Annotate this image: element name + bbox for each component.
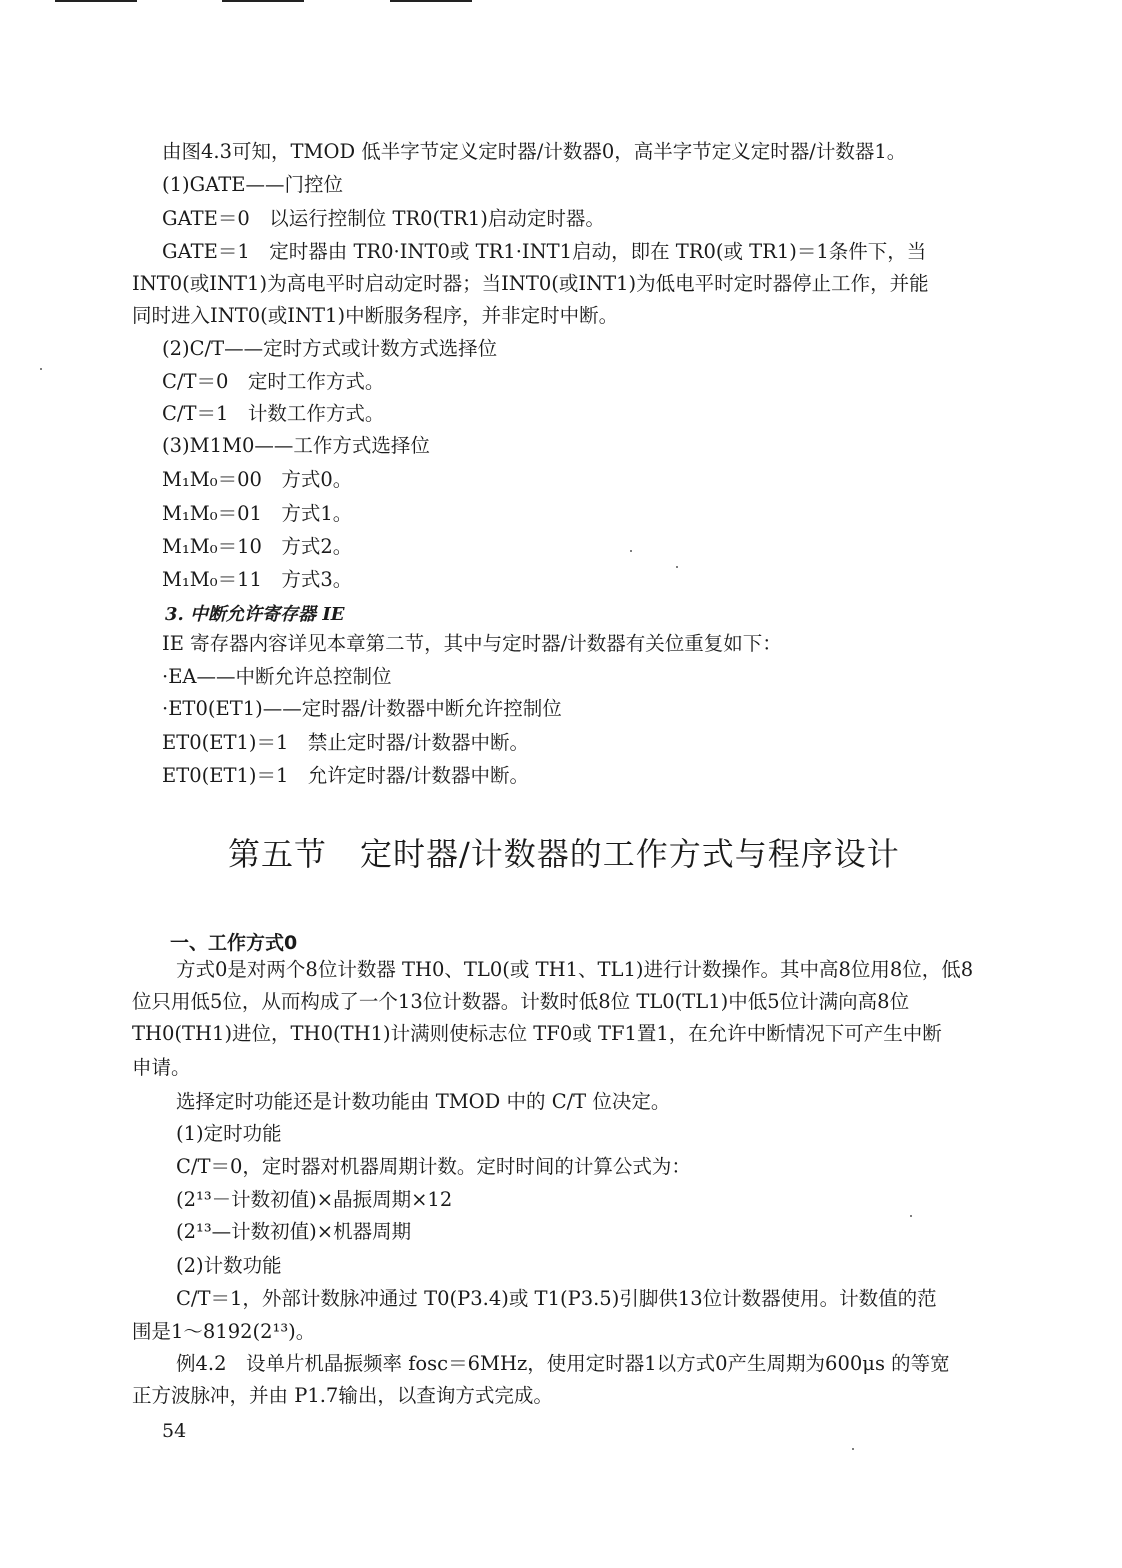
text-line: (2)C/T——定时方式或计数方式选择位 [162, 337, 498, 360]
text-line: C/T＝1 计数工作方式。 [162, 402, 385, 425]
text-line: 由图4.3可知，TMOD 低半字节定义定时器/计数器0，高半字节定义定时器/计数器1。 [162, 140, 907, 163]
text-line: C/T＝0 定时工作方式。 [162, 370, 385, 393]
text-line: ·EA——中断允许总控制位 [162, 665, 392, 688]
scan-speck [630, 550, 632, 552]
scan-speck [852, 1448, 854, 1450]
text-line: M₁M₀＝10 方式2。 [162, 535, 353, 558]
scan-speck [676, 566, 678, 568]
text-line: (2¹³—计数初值)×机器周期 [176, 1220, 412, 1243]
text-line: GATE＝0 以运行控制位 TR0(TR1)启动定时器。 [162, 207, 605, 230]
text-line: IE 寄存器内容详见本章第二节，其中与定时器/计数器有关位重复如下： [162, 632, 782, 655]
text-line: 正方波脉冲，并由 P1.7输出，以查询方式完成。 [132, 1384, 553, 1407]
text-line: M₁M₀＝11 方式3。 [162, 568, 353, 591]
top-rule-3 [390, 0, 472, 2]
scan-speck [910, 1215, 912, 1217]
section-title: 第五节 定时器/计数器的工作方式与程序设计 [228, 835, 900, 873]
text-line: 同时进入INT0(或INT1)中断服务程序，并非定时中断。 [132, 304, 619, 327]
text-line: 例4.2 设单片机晶振频率 fosc＝6MHz，使用定时器1以方式0产生周期为600μs 的等宽 [176, 1352, 950, 1375]
paragraph-line: TH0(TH1)进位，TH0(TH1)计满则使标志位 TF0或 TF1置1，在允许中断情况下可产生中断 [132, 1022, 942, 1045]
text-line: (1)GATE——门控位 [162, 173, 343, 196]
paragraph-line: 申请。 [132, 1056, 191, 1079]
top-rule-2 [222, 0, 304, 2]
text-line: 围是1～8192(2¹³)。 [132, 1320, 316, 1343]
mode0-heading: 一、工作方式0 [170, 932, 298, 954]
text-line: (2¹³－计数初值)×晶振周期×12 [176, 1188, 453, 1211]
text-line: ET0(ET1)＝1 允许定时器/计数器中断。 [162, 764, 529, 787]
text-line: M₁M₀＝00 方式0。 [162, 468, 353, 491]
text-line: C/T＝1，外部计数脉冲通过 T0(P3.4)或 T1(P3.5)引脚供13位计数器使用。计数值的范 [176, 1287, 937, 1310]
page-number: 54 [162, 1420, 187, 1442]
text-line: (3)M1M0——工作方式选择位 [162, 434, 430, 457]
text-line: GATE＝1 定时器由 TR0·INT0或 TR1·INT1启动，即在 TR0(或 TR1)＝1条件下，当 [162, 240, 927, 263]
paragraph-line: 方式0是对两个8位计数器 TH0、TL0(或 TH1、TL1)进行计数操作。其中高8位用8位，低8 [176, 958, 974, 981]
text-line: ·ET0(ET1)——定时器/计数器中断允许控制位 [162, 697, 562, 720]
text-line: (2)计数功能 [176, 1254, 282, 1277]
paragraph-line: 位只用低5位，从而构成了一个13位计数器。计数时低8位 TL0(TL1)中低5位计满向高8位 [132, 990, 910, 1013]
top-rule-1 [55, 0, 137, 2]
text-line: M₁M₀＝01 方式1。 [162, 502, 353, 525]
ie-heading: 3. 中断允许寄存器 IE [165, 604, 345, 625]
text-line: INT0(或INT1)为高电平时启动定时器；当INT0(或INT1)为低电平时定时器停止工作，并能 [132, 272, 929, 295]
scan-speck [40, 368, 42, 370]
text-line: C/T＝0，定时器对机器周期计数。定时时间的计算公式为： [176, 1155, 691, 1178]
text-line: ET0(ET1)＝1 禁止定时器/计数器中断。 [162, 731, 529, 754]
text-line: (1)定时功能 [176, 1122, 282, 1145]
text-line: 选择定时功能还是计数功能由 TMOD 中的 C/T 位决定。 [176, 1090, 671, 1113]
